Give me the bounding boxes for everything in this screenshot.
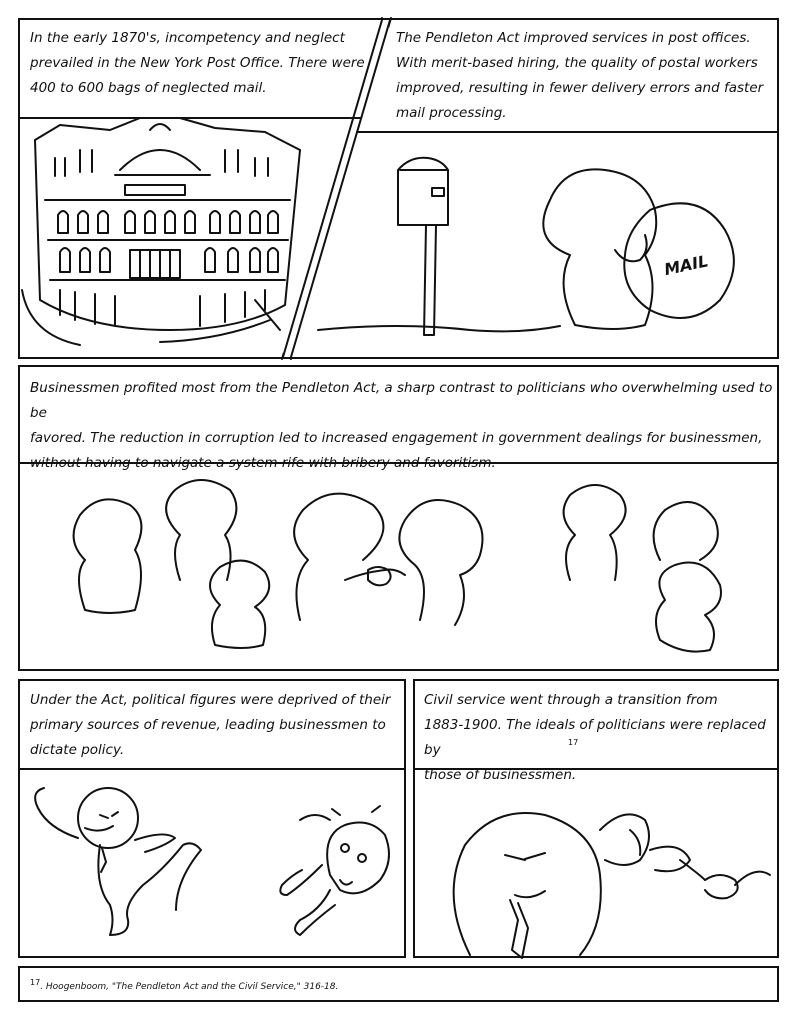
kicking-businessman bbox=[35, 788, 201, 935]
footnote-text: . Hoogenboom, "The Pendleton Act and the Civil Service," 316-18. bbox=[40, 982, 339, 992]
mail-bag-label: MAIL bbox=[662, 251, 710, 280]
smug-businessman bbox=[454, 813, 649, 958]
footnote bbox=[30, 978, 338, 992]
panel2-caption: The Pendleton Act improved services in post offices. With merit-based hiring, the quality of postal workers improved, resulting in fewer delivery errors and faster mail processing. bbox=[396, 30, 764, 121]
falling-politician bbox=[280, 806, 389, 935]
panel1-caption: In the early 1870's, incompetency and neglect prevailed in the New York Post Office. There were 400 to 600 bags of neglected mail. bbox=[30, 30, 365, 96]
thrown-politician bbox=[650, 847, 770, 899]
businessmen-crowd bbox=[74, 480, 721, 652]
panel3-caption: Businessmen profited most from the Pendleton Act, a sharp contrast to politicians who overwhelming used to be favored. The reduction in corruption led to increased engagement in government dealings for businessmen, without having to navigate a system rife with bribery and favoritism. bbox=[30, 380, 773, 471]
mail-carrier-figure bbox=[543, 169, 734, 329]
panel5-caption: Civil service went through a transition from 1883-1900. The ideals of politicians were replaced by those of businessmen. bbox=[424, 692, 766, 783]
post-office-building bbox=[22, 118, 300, 345]
building-windows bbox=[55, 150, 278, 326]
footnote-marker: 17 bbox=[30, 978, 41, 987]
panel4-caption: Under the Act, political figures were deprived of their primary sources of revenue, leading businessmen to dictate policy. bbox=[30, 692, 391, 758]
panel5-footnote-marker: 17 bbox=[568, 738, 579, 747]
